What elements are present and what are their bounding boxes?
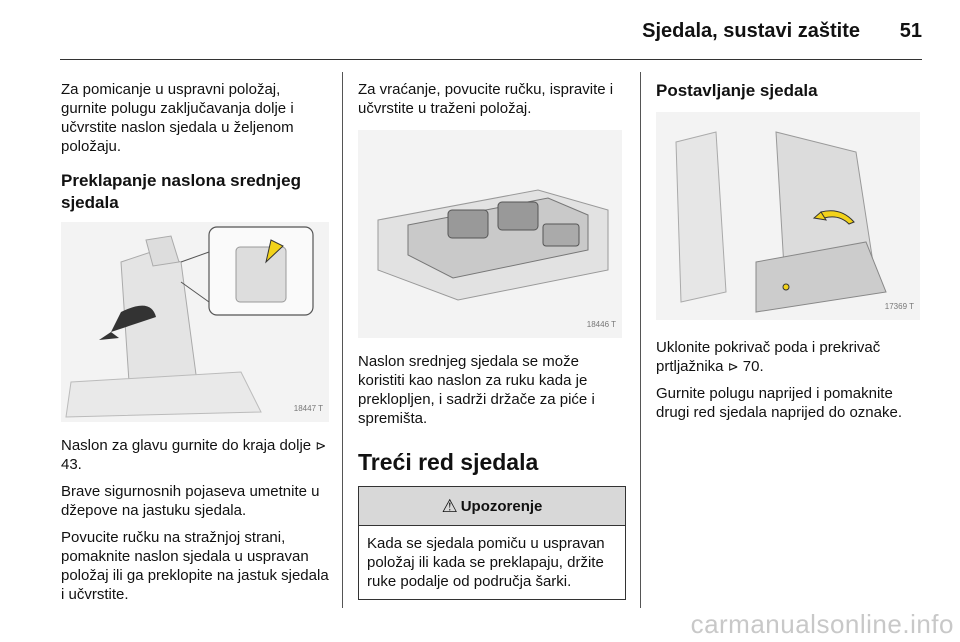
paragraph — [656, 338, 924, 376]
figure-id: 18447 T — [293, 404, 323, 413]
paragraph: Povucite ručku na stražnjoj strani, pomaknite naslon sjedala u uspravan položaj ili ga preklopite na jastuk sjedala i učvrstite. — [61, 529, 329, 603]
page-header — [0, 0, 960, 62]
column-1 — [61, 80, 329, 612]
intro-paragraph: Za pomicanje u uspravni položaj, gurnite polugu zaključavanja dolje i učvrstite naslon sjedala u željenom položaju. — [61, 81, 294, 155]
watermark: carmanualsonline.info — [690, 609, 954, 639]
warning-text: Kada se sjedala pomiču u uspravan položaj ili kada se preklapaju, držite ruke podalje od područja šarki. — [367, 535, 605, 590]
warning-triangle-icon: ⚠ — [441, 495, 458, 516]
figure-id: 17369 T — [884, 302, 914, 311]
column-2 — [358, 80, 626, 600]
ref-arrow-icon: ⊳ — [315, 438, 327, 453]
seat-position-illustration — [656, 112, 920, 320]
column-3 — [656, 80, 924, 430]
column-divider — [640, 72, 641, 608]
section-heading: Postavljanje sjedala — [656, 81, 818, 100]
section-title: Sjedala, sustavi zaštite — [642, 20, 860, 42]
page-number: 51 — [899, 20, 922, 42]
warning-title: Upozorenje — [460, 497, 543, 515]
paragraph — [61, 436, 329, 474]
paragraph: Naslon srednjeg sjedala se može koristiti kao naslon za ruku kada je preklopljen, i sadrži držače za piće i spremišta. — [358, 353, 595, 427]
header-divider — [60, 59, 922, 60]
warning-box — [358, 486, 626, 600]
page-reference: 70. — [742, 358, 764, 375]
paragraph: Gurnite polugu naprijed i pomaknite drugi red sjedala naprijed do oznake. — [656, 385, 902, 421]
ref-arrow-icon: ⊳ — [727, 359, 739, 374]
column-divider — [342, 72, 343, 608]
section-heading: Treći red sjedala — [358, 449, 539, 475]
section-heading: Preklapanje naslona srednjeg sjedala — [61, 171, 301, 212]
seat-fold-illustration — [61, 222, 329, 422]
paragraph: Brave sigurnosnih pojaseva umetnite u džepove na jastuku sjedala. — [61, 483, 320, 519]
seat-fold-drawing — [61, 222, 329, 422]
seat-position-drawing — [656, 112, 920, 320]
armrest-drawing — [358, 130, 622, 338]
armrest-illustration — [358, 130, 622, 338]
figure-id: 18446 T — [586, 320, 616, 329]
intro-paragraph: Za vraćanje, povucite ručku, ispravite i učvrstite u traženi položaj. — [358, 81, 614, 117]
paragraph-text: Naslon za glavu gurnite do kraja dolje — [61, 437, 312, 454]
paragraph-text: Uklonite pokrivač poda i prekrivač prtljažnika — [656, 339, 881, 375]
warning-header — [359, 487, 625, 526]
page-reference: 43. — [61, 456, 82, 473]
